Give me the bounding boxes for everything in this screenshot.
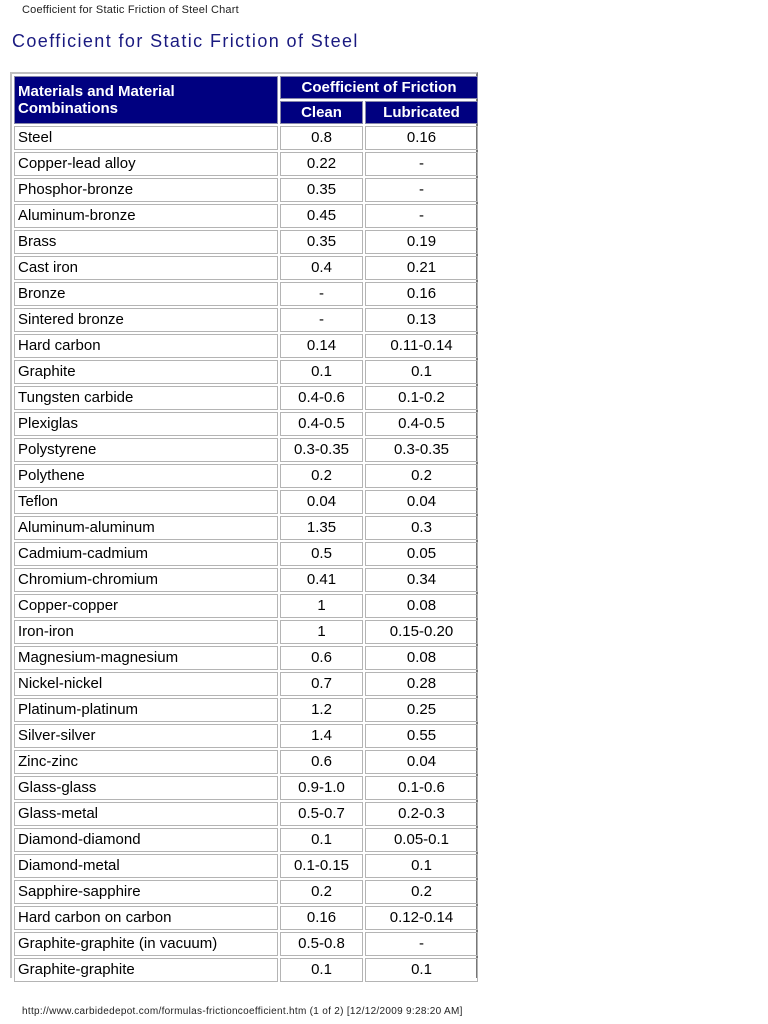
lubricated-value-cell: 0.28 bbox=[365, 672, 478, 696]
clean-value-cell: 0.35 bbox=[280, 230, 363, 254]
table-row bbox=[14, 776, 478, 800]
clean-value-cell: 0.1 bbox=[280, 828, 363, 852]
clean-value-cell: 0.4 bbox=[280, 256, 363, 280]
clean-value-cell: 0.41 bbox=[280, 568, 363, 592]
material-cell: Chromium-chromium bbox=[14, 568, 278, 592]
lubricated-value-cell: 0.08 bbox=[365, 594, 478, 618]
table-row bbox=[14, 204, 478, 228]
material-cell: Sintered bronze bbox=[14, 308, 278, 332]
lubricated-value-cell: - bbox=[365, 152, 478, 176]
lubricated-value-cell: 0.4-0.5 bbox=[365, 412, 478, 436]
materials-column-header: Materials and Material Combinations bbox=[14, 76, 278, 124]
material-cell: Glass-metal bbox=[14, 802, 278, 826]
lubricated-value-cell: - bbox=[365, 204, 478, 228]
material-cell: Brass bbox=[14, 230, 278, 254]
material-cell: Diamond-metal bbox=[14, 854, 278, 878]
clean-value-cell: 0.14 bbox=[280, 334, 363, 358]
lubricated-value-cell: 0.1 bbox=[365, 958, 478, 982]
table-row bbox=[14, 126, 478, 150]
friction-table-container bbox=[10, 72, 478, 978]
clean-value-cell: 0.5-0.8 bbox=[280, 932, 363, 956]
table-row bbox=[14, 568, 478, 592]
table-row bbox=[14, 646, 478, 670]
material-cell: Iron-iron bbox=[14, 620, 278, 644]
document-header: Coefficient for Static Friction of Steel Chart bbox=[22, 4, 239, 16]
material-cell: Nickel-nickel bbox=[14, 672, 278, 696]
clean-value-cell: 1.4 bbox=[280, 724, 363, 748]
table-row bbox=[14, 906, 478, 930]
lubricated-value-cell: 0.15-0.20 bbox=[365, 620, 478, 644]
clean-value-cell: 0.16 bbox=[280, 906, 363, 930]
lubricated-value-cell: 0.1 bbox=[365, 854, 478, 878]
clean-value-cell: 0.8 bbox=[280, 126, 363, 150]
material-cell: Bronze bbox=[14, 282, 278, 306]
lubricated-value-cell: 0.12-0.14 bbox=[365, 906, 478, 930]
table-row bbox=[14, 256, 478, 280]
table-row bbox=[14, 802, 478, 826]
table-header-row bbox=[14, 76, 478, 99]
table-row bbox=[14, 178, 478, 202]
table-row bbox=[14, 230, 478, 254]
clean-value-cell: 0.1 bbox=[280, 360, 363, 384]
lubricated-value-cell: - bbox=[365, 932, 478, 956]
table-row bbox=[14, 750, 478, 774]
material-cell: Graphite-graphite bbox=[14, 958, 278, 982]
table-row bbox=[14, 360, 478, 384]
material-cell: Magnesium-magnesium bbox=[14, 646, 278, 670]
table-row bbox=[14, 724, 478, 748]
material-cell: Cadmium-cadmium bbox=[14, 542, 278, 566]
lubricated-column-header: Lubricated bbox=[365, 101, 478, 124]
document-footer: http://www.carbidedepot.com/formulas-frictioncoefficient.htm (1 of 2) [12/12/2009 9:28:20 AM] bbox=[22, 1006, 463, 1017]
lubricated-value-cell: 0.05 bbox=[365, 542, 478, 566]
table-body bbox=[14, 126, 478, 982]
clean-value-cell: 0.45 bbox=[280, 204, 363, 228]
material-cell: Glass-glass bbox=[14, 776, 278, 800]
material-cell: Steel bbox=[14, 126, 278, 150]
clean-value-cell: 1 bbox=[280, 594, 363, 618]
material-cell: Plexiglas bbox=[14, 412, 278, 436]
lubricated-value-cell: 0.25 bbox=[365, 698, 478, 722]
table-row bbox=[14, 854, 478, 878]
material-cell: Graphite-graphite (in vacuum) bbox=[14, 932, 278, 956]
table-row bbox=[14, 282, 478, 306]
lubricated-value-cell: 0.3 bbox=[365, 516, 478, 540]
table-row bbox=[14, 698, 478, 722]
clean-value-cell: 0.7 bbox=[280, 672, 363, 696]
lubricated-value-cell: 0.2 bbox=[365, 464, 478, 488]
material-cell: Polystyrene bbox=[14, 438, 278, 462]
clean-value-cell: 1.2 bbox=[280, 698, 363, 722]
friction-table bbox=[12, 74, 480, 984]
clean-value-cell: 0.35 bbox=[280, 178, 363, 202]
table-row bbox=[14, 880, 478, 904]
lubricated-value-cell: 0.08 bbox=[365, 646, 478, 670]
lubricated-value-cell: 0.55 bbox=[365, 724, 478, 748]
lubricated-value-cell: 0.3-0.35 bbox=[365, 438, 478, 462]
lubricated-value-cell: - bbox=[365, 178, 478, 202]
lubricated-value-cell: 0.19 bbox=[365, 230, 478, 254]
clean-value-cell: - bbox=[280, 282, 363, 306]
lubricated-value-cell: 0.04 bbox=[365, 750, 478, 774]
table-row bbox=[14, 386, 478, 410]
lubricated-value-cell: 0.04 bbox=[365, 490, 478, 514]
table-row bbox=[14, 594, 478, 618]
material-cell: Aluminum-aluminum bbox=[14, 516, 278, 540]
clean-value-cell: 0.6 bbox=[280, 646, 363, 670]
lubricated-value-cell: 0.13 bbox=[365, 308, 478, 332]
clean-value-cell: 0.2 bbox=[280, 880, 363, 904]
material-cell: Graphite bbox=[14, 360, 278, 384]
clean-value-cell: 0.6 bbox=[280, 750, 363, 774]
material-cell: Aluminum-bronze bbox=[14, 204, 278, 228]
clean-value-cell: 0.22 bbox=[280, 152, 363, 176]
lubricated-value-cell: 0.16 bbox=[365, 126, 478, 150]
clean-value-cell: 0.1-0.15 bbox=[280, 854, 363, 878]
clean-value-cell: - bbox=[280, 308, 363, 332]
table-head bbox=[14, 76, 478, 124]
material-cell: Hard carbon bbox=[14, 334, 278, 358]
clean-column-header: Clean bbox=[280, 101, 363, 124]
table-row bbox=[14, 412, 478, 436]
table-row bbox=[14, 672, 478, 696]
clean-value-cell: 0.5 bbox=[280, 542, 363, 566]
table-row bbox=[14, 932, 478, 956]
coefficient-group-header: Coefficient of Friction bbox=[280, 76, 478, 99]
clean-value-cell: 1 bbox=[280, 620, 363, 644]
page-title: Coefficient for Static Friction of Steel bbox=[12, 31, 359, 51]
material-cell: Hard carbon on carbon bbox=[14, 906, 278, 930]
material-cell: Copper-lead alloy bbox=[14, 152, 278, 176]
lubricated-value-cell: 0.11-0.14 bbox=[365, 334, 478, 358]
material-cell: Cast iron bbox=[14, 256, 278, 280]
table-row bbox=[14, 464, 478, 488]
table-row bbox=[14, 958, 478, 982]
clean-value-cell: 0.9-1.0 bbox=[280, 776, 363, 800]
clean-value-cell: 0.4-0.5 bbox=[280, 412, 363, 436]
lubricated-value-cell: 0.1-0.2 bbox=[365, 386, 478, 410]
material-cell: Phosphor-bronze bbox=[14, 178, 278, 202]
clean-value-cell: 0.5-0.7 bbox=[280, 802, 363, 826]
table-row bbox=[14, 490, 478, 514]
table-row bbox=[14, 542, 478, 566]
lubricated-value-cell: 0.1 bbox=[365, 360, 478, 384]
lubricated-value-cell: 0.21 bbox=[365, 256, 478, 280]
lubricated-value-cell: 0.05-0.1 bbox=[365, 828, 478, 852]
clean-value-cell: 0.3-0.35 bbox=[280, 438, 363, 462]
lubricated-value-cell: 0.1-0.6 bbox=[365, 776, 478, 800]
table-row bbox=[14, 308, 478, 332]
material-cell: Polythene bbox=[14, 464, 278, 488]
clean-value-cell: 0.1 bbox=[280, 958, 363, 982]
table-row bbox=[14, 334, 478, 358]
material-cell: Sapphire-sapphire bbox=[14, 880, 278, 904]
table-row bbox=[14, 516, 478, 540]
table-row bbox=[14, 152, 478, 176]
material-cell: Copper-copper bbox=[14, 594, 278, 618]
table-row bbox=[14, 828, 478, 852]
material-cell: Tungsten carbide bbox=[14, 386, 278, 410]
material-cell: Teflon bbox=[14, 490, 278, 514]
material-cell: Platinum-platinum bbox=[14, 698, 278, 722]
clean-value-cell: 0.4-0.6 bbox=[280, 386, 363, 410]
clean-value-cell: 0.04 bbox=[280, 490, 363, 514]
material-cell: Diamond-diamond bbox=[14, 828, 278, 852]
lubricated-value-cell: 0.2-0.3 bbox=[365, 802, 478, 826]
table-row bbox=[14, 620, 478, 644]
material-cell: Silver-silver bbox=[14, 724, 278, 748]
lubricated-value-cell: 0.34 bbox=[365, 568, 478, 592]
lubricated-value-cell: 0.16 bbox=[365, 282, 478, 306]
lubricated-value-cell: 0.2 bbox=[365, 880, 478, 904]
clean-value-cell: 1.35 bbox=[280, 516, 363, 540]
clean-value-cell: 0.2 bbox=[280, 464, 363, 488]
table-row bbox=[14, 438, 478, 462]
material-cell: Zinc-zinc bbox=[14, 750, 278, 774]
